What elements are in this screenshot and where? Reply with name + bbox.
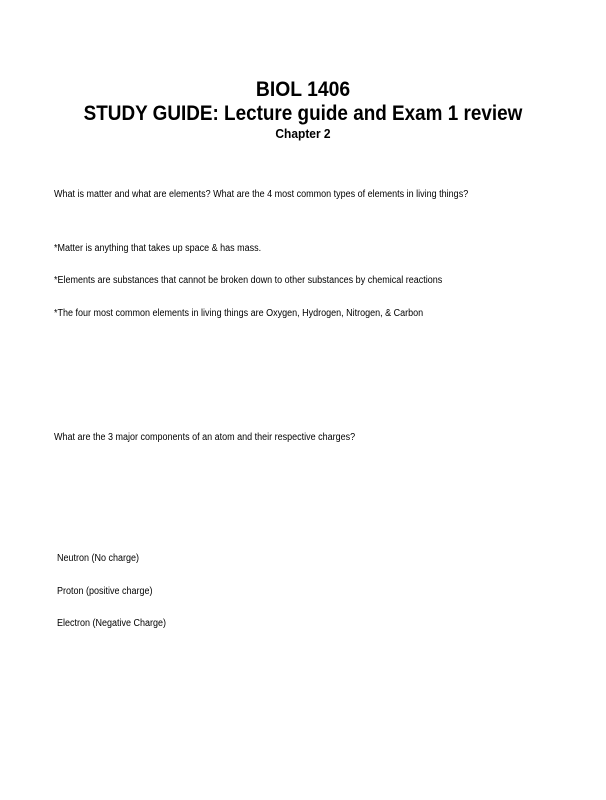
course-title: BIOL 1406 (255, 78, 351, 101)
answer-matter-definition: *Matter is anything that takes up space & has mass. (54, 243, 262, 254)
answer-electron: Electron (Negative Charge) (57, 618, 167, 629)
answer-elements-definition: *Elements are substances that cannot be broken down to other substances by chemical reactions (54, 275, 443, 286)
question-atom-components: What are the 3 major components of an atom and their respective charges? (54, 432, 356, 443)
answer-proton: Proton (positive charge) (57, 586, 153, 597)
answer-neutron: Neutron (No charge) (57, 553, 140, 564)
chapter-label: Chapter 2 (275, 126, 331, 141)
study-guide-title: STUDY GUIDE: Lecture guide and Exam 1 review (83, 102, 523, 125)
title-block (0, 78, 606, 142)
answer-common-elements: *The four most common elements in living things are Oxygen, Hydrogen, Nitrogen, & Carbon (54, 308, 424, 319)
question-matter-elements: What is matter and what are elements? What are the 4 most common types of elements in living things? (54, 189, 469, 200)
